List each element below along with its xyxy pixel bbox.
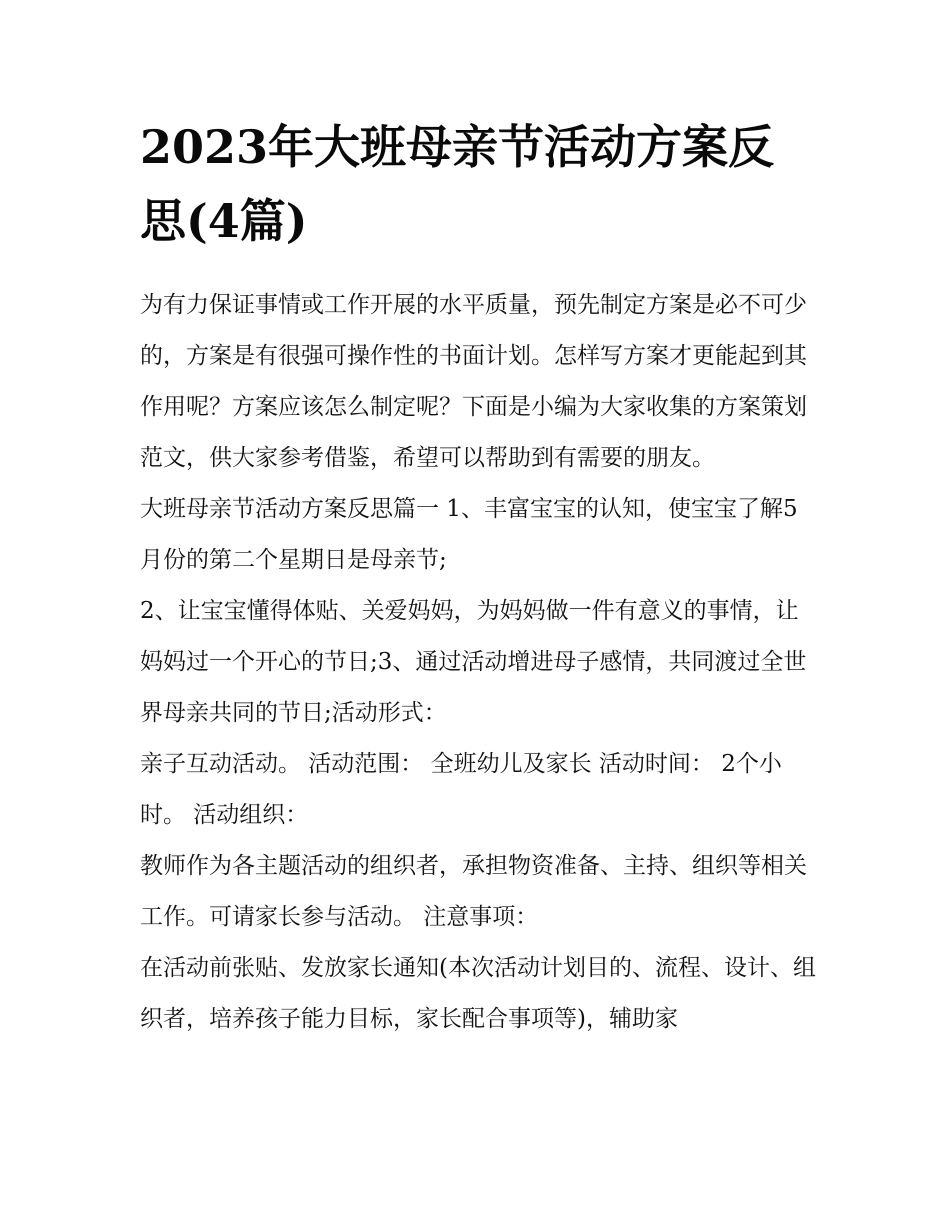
document-title: 2023年大班母亲节活动方案反思(4篇) xyxy=(140,120,775,248)
document-content xyxy=(140,110,820,1045)
paragraph-intro: 为有力保证事情或工作开展的水平质量，预先制定方案是必不可少的，方案是有很强可操作性的书面计划。怎样写方案才更能起到其作用呢？方案应该怎么制定呢？下面是小编为大家收集的方案策划范文，供大家参考借鉴，希望可以帮助到有需要的朋友。 xyxy=(140,292,807,471)
paragraph-activity-info: 亲子互动活动。 活动范围： 全班幼儿及家长 活动时间： 2个小时。 活动组织： xyxy=(140,751,782,828)
paragraph-organization: 教师作为各主题活动的组织者，承担物资准备、主持、组织等相关工作。可请家长参与活动。 注意事项： xyxy=(140,853,807,930)
paragraph-goals: 2、让宝宝懂得体贴、关爱妈妈，为妈妈做一件有意义的事情，让妈妈过一个开心的节日;3、通过活动增进母子感情，共同渡过全世界母亲共同的节日;活动形式： xyxy=(140,598,807,726)
paragraph-section-one: 大班母亲节活动方案反思篇一 1、丰富宝宝的认知，使宝宝了解5月份的第二个星期日是母亲节; xyxy=(140,496,798,573)
paragraph-notes: 在活动前张贴、发放家长通知(本次活动计划目的、流程、设计、组织者，培养孩子能力目标，家长配合事项等)，辅助家 xyxy=(140,955,816,1032)
